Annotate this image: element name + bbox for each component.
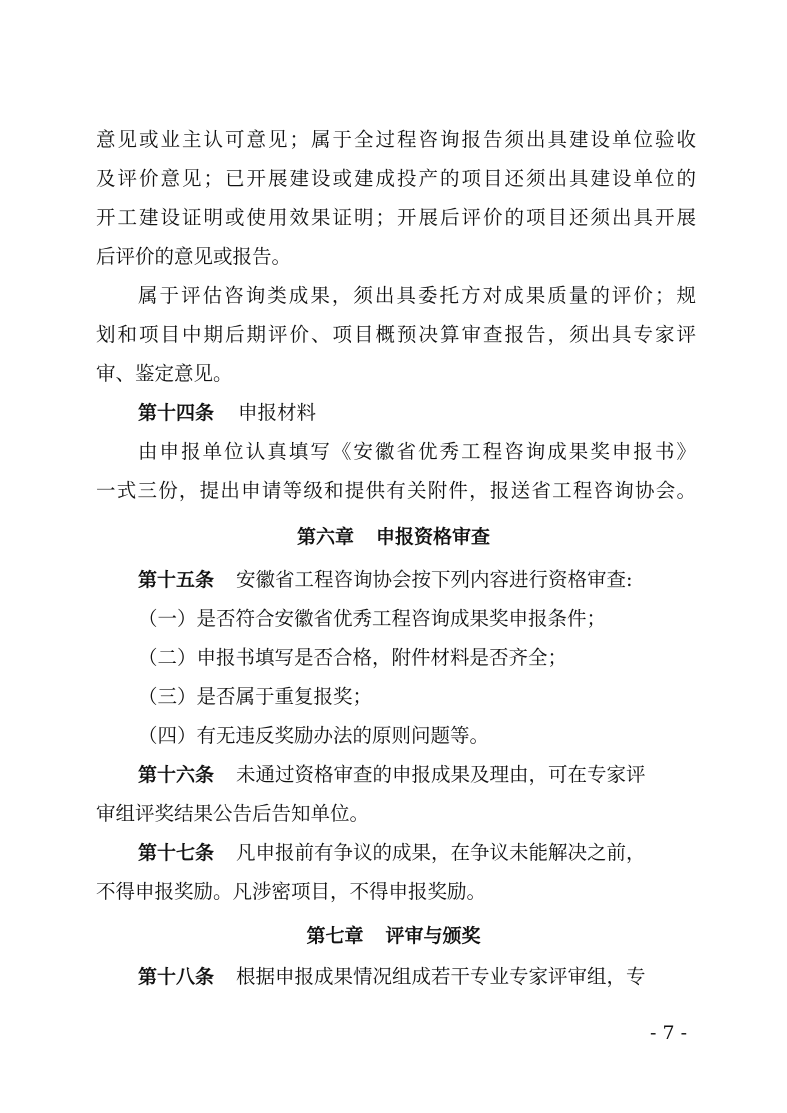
article-label: 第十八条	[138, 966, 215, 988]
article-15	[138, 565, 696, 595]
article-label: 第十四条	[138, 402, 215, 424]
paragraph-line: 一式三份，提出申请等级和提供有关附件，报送省工程咨询协会。	[96, 479, 696, 502]
article-text: 凡申报前有争议的成果，在争议未能解决之前，	[236, 841, 646, 864]
paragraph-line: 后评价的意见或报告。	[96, 245, 292, 268]
chapter-label: 第六章	[296, 526, 354, 548]
article-text: 根据申报成果情况组成若干专业专家评审组，专	[236, 965, 646, 988]
paragraph-line: 划和项目中期后期评价、项目概预决算审查报告，须出具专家评	[96, 323, 696, 346]
paragraph-line: 属于评估咨询类成果，须出具委托方对成果质量的评价；规	[138, 284, 696, 307]
list-item: （一）是否符合安徽省优秀工程咨询成果奖申报条件；	[138, 607, 607, 630]
paragraph-line: 开工建设证明或使用效果证明；开展后评价的项目还须出具开展	[96, 206, 696, 229]
chapter-7-heading	[0, 921, 787, 951]
article-text: 安徽省工程咨询协会按下列内容进行资格审查:	[236, 568, 633, 591]
paragraph-line: 由申报单位认真填写《安徽省优秀工程咨询成果奖申报书》	[138, 440, 696, 463]
article-label: 第十七条	[138, 842, 215, 864]
paragraph-line: 意见或业主认可意见；属于全过程咨询报告须出具建设单位验收	[96, 128, 696, 151]
article-label: 第十六条	[138, 764, 215, 786]
article-14	[138, 398, 696, 428]
paragraph-line: 不得申报奖励。凡涉密项目，不得申报奖励。	[96, 880, 487, 903]
article-label: 第十五条	[138, 569, 215, 591]
paragraph-line: 审、鉴定意见。	[96, 362, 233, 385]
list-item: （四）有无违反奖励办法的原则问题等。	[138, 724, 490, 747]
paragraph-line: 及评价意见；已开展建设或建成投产的项目还须出具建设单位的	[96, 167, 696, 190]
chapter-title: 申报资格审查	[376, 526, 491, 548]
chapter-6-heading	[0, 522, 787, 552]
chapter-title: 评审与颁奖	[385, 925, 481, 947]
article-text: 申报材料	[238, 401, 317, 424]
article-text: 未通过资格审查的申报成果及理由，可在专家评	[236, 763, 646, 786]
article-16	[138, 760, 696, 790]
chapter-label: 第七章	[306, 925, 364, 947]
page-number: - 7 -	[650, 1022, 688, 1044]
article-18	[138, 962, 696, 992]
paragraph-line: 审组评奖结果公告后告知单位。	[96, 802, 370, 825]
list-item: （二）申报书填写是否合格，附件材料是否齐全；	[138, 646, 568, 669]
article-17	[138, 838, 696, 868]
list-item: （三）是否属于重复报奖；	[138, 685, 373, 708]
